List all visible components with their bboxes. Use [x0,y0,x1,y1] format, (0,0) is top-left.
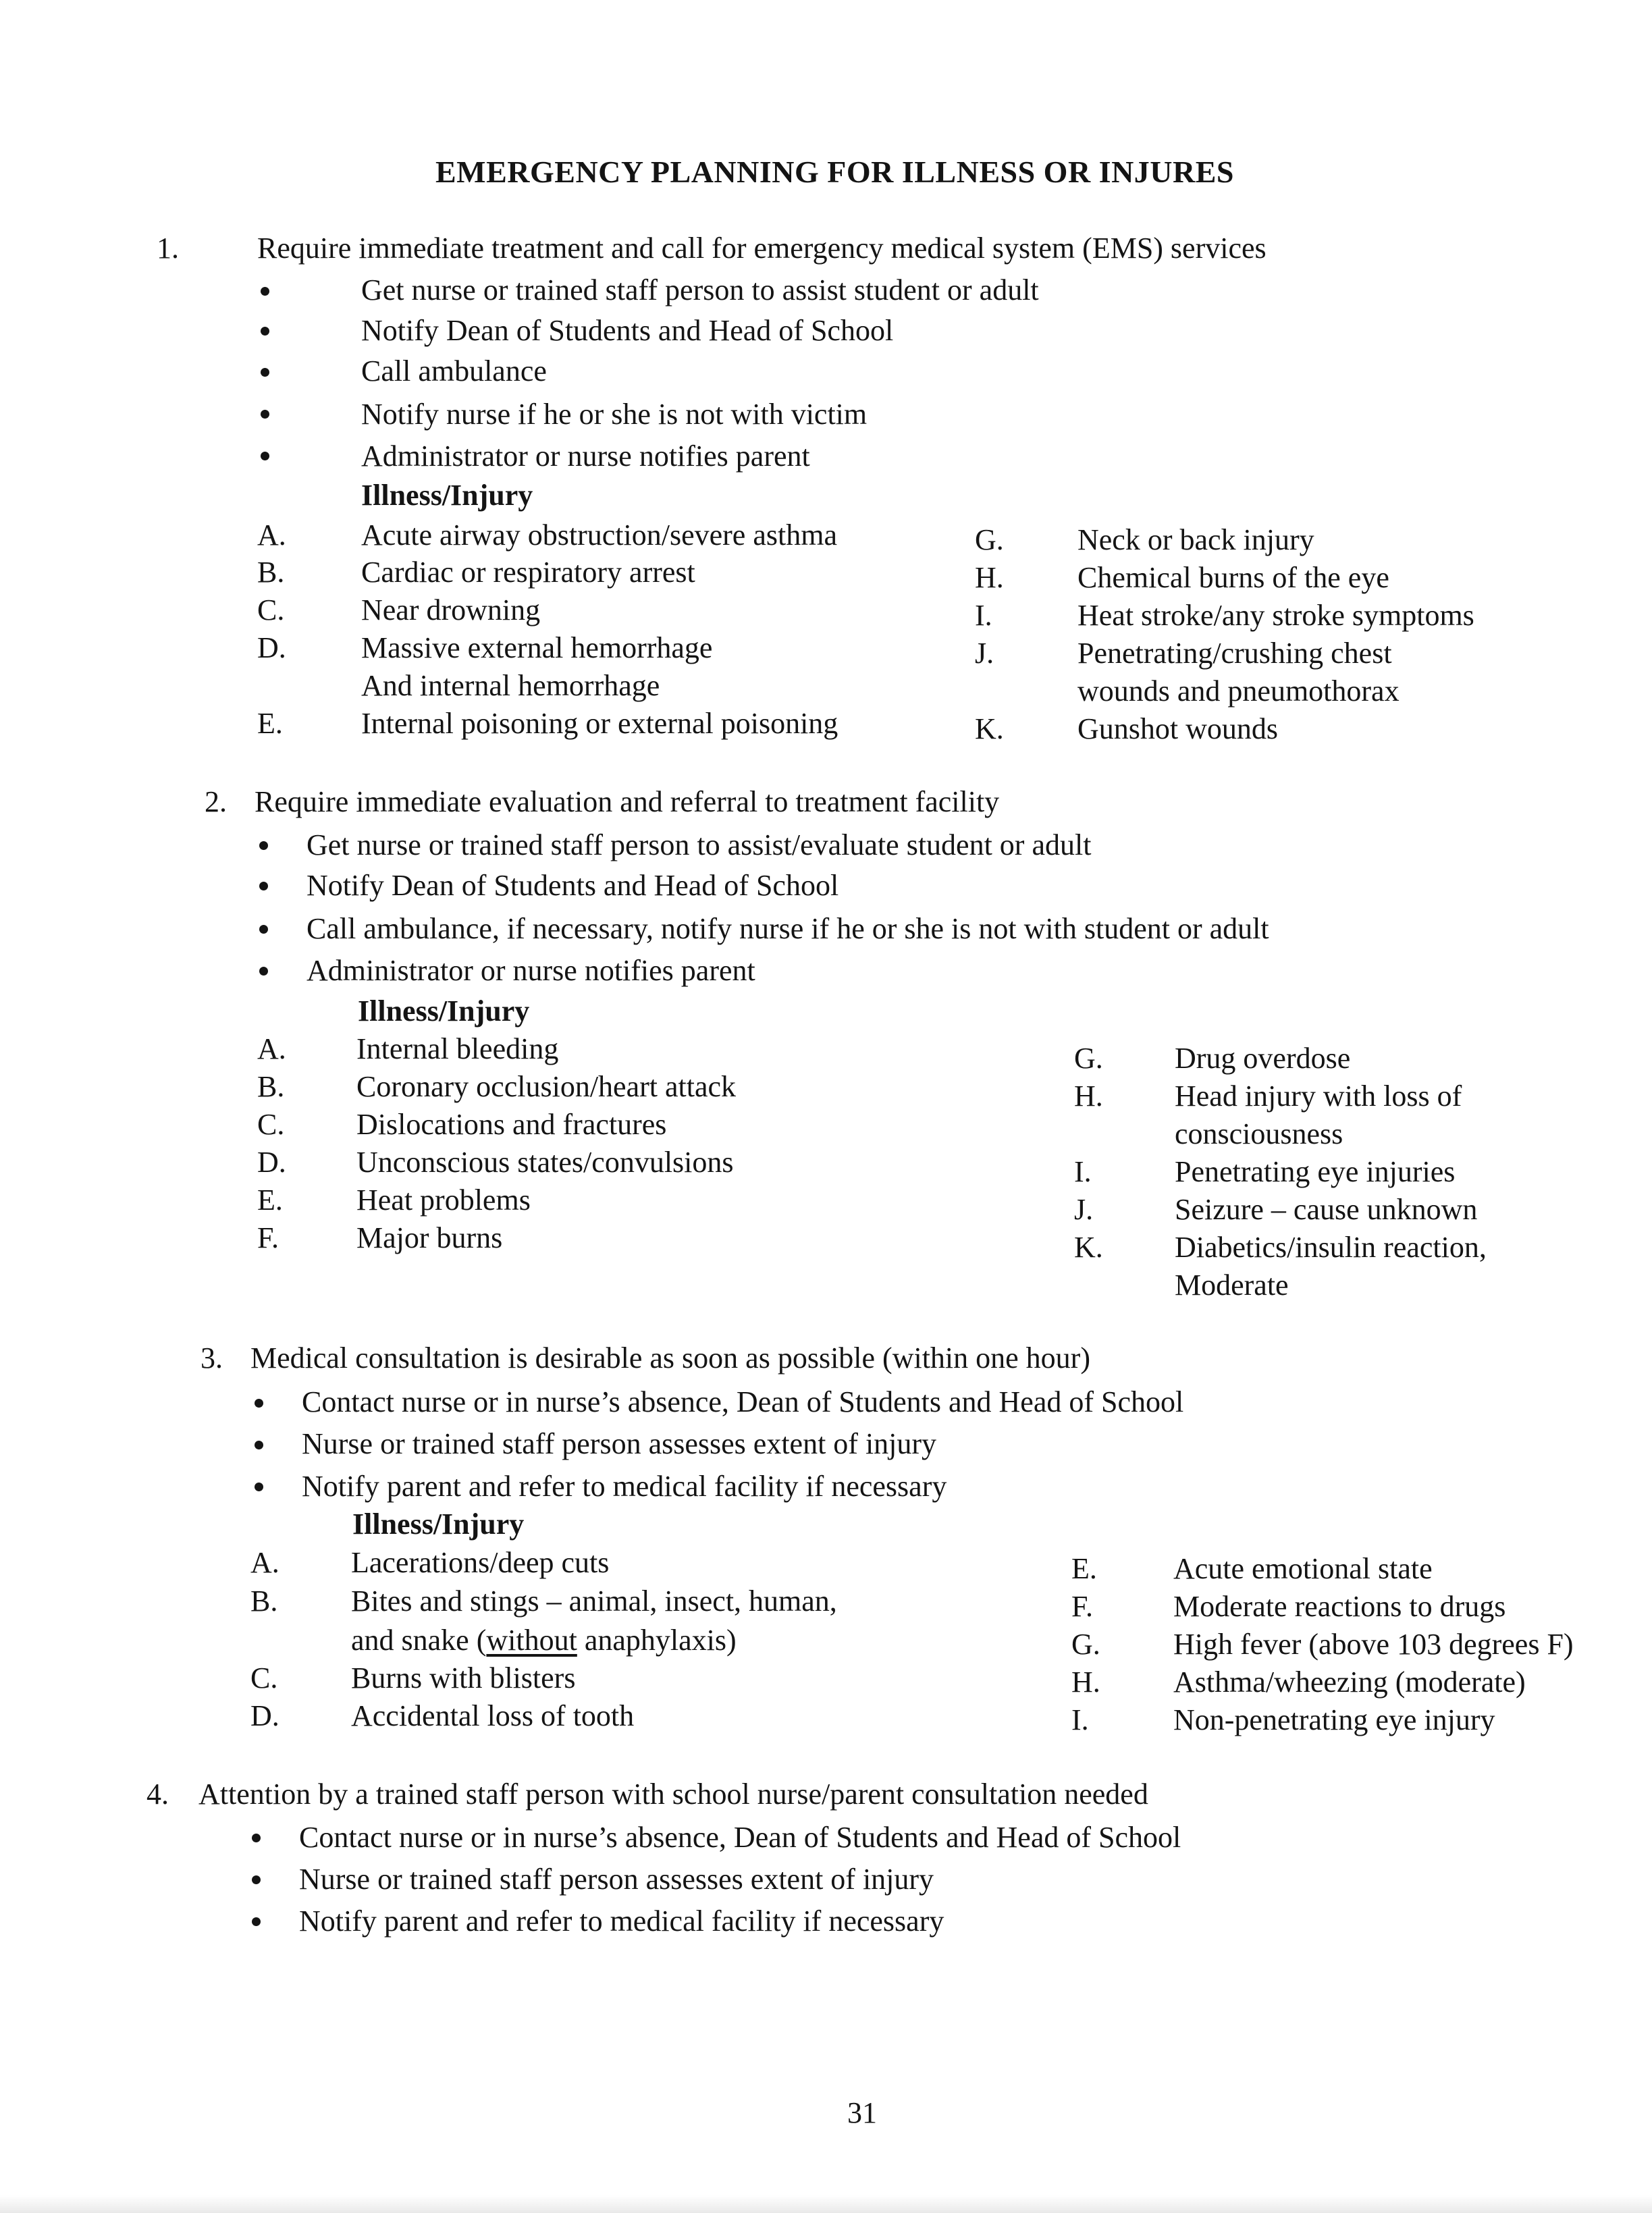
section-2-bullet: Administrator or nurse notifies parent [307,954,755,987]
list-item: Moderate reactions to drugs [1173,1590,1506,1623]
list-item: Heat stroke/any stroke symptoms [1077,599,1474,632]
section-3-heading: Medical consultation is desirable as soon as possible (within one hour) [250,1341,1090,1375]
list-item: Diabetics/insulin reaction, [1175,1231,1487,1264]
section-4-bullet: Notify parent and refer to medical facility if necessary [299,1904,944,1938]
section-2-illness-heading: Illness/Injury [358,994,530,1028]
list-letter: F. [257,1221,279,1254]
list-item: Gunshot wounds [1077,712,1279,745]
list-item: Chemical burns of the eye [1077,561,1389,594]
list-letter: A. [250,1546,279,1579]
continuation-text: anaphylaxis) [577,1624,737,1657]
list-letter: G. [1071,1628,1100,1661]
bullet-dot [252,1917,261,1926]
list-item: Drug overdose [1175,1042,1351,1075]
list-letter: D. [250,1699,279,1732]
bullet-dot [255,1399,263,1408]
list-item: Asthma/wheezing (moderate) [1173,1665,1526,1699]
section-1-number: 1. [157,232,179,265]
list-letter: I. [975,599,992,632]
list-letter: G. [975,523,1004,556]
list-item-continuation: Moderate [1175,1269,1289,1302]
bullet-dot [255,1483,263,1491]
scan-page-edge [0,2195,1652,2213]
list-item: Penetrating eye injuries [1175,1155,1456,1188]
list-letter: I. [1074,1155,1092,1188]
list-letter: E. [1071,1552,1097,1585]
section-3-bullet: Contact nurse or in nurse’s absence, Dean of Students and Head of School [302,1385,1184,1418]
section-1-heading: Require immediate treatment and call for emergency medical system (EMS) services [257,232,1267,265]
list-item: High fever (above 103 degrees F) [1173,1628,1574,1661]
section-1-illness-heading: Illness/Injury [361,479,533,512]
list-letter: K. [1074,1231,1103,1264]
list-item: Heat problems [356,1183,531,1217]
list-item: Acute airway obstruction/severe asthma [361,518,837,552]
list-item-continuation: And internal hemorrhage [361,669,660,702]
list-item-continuation [351,1626,737,1655]
page-number: 31 [847,2096,877,2129]
list-item: Dislocations and fractures [356,1108,667,1141]
list-letter: D. [257,631,286,664]
section-3-bullet: Nurse or trained staff person assesses extent of injury [302,1427,937,1460]
list-item: Coronary occlusion/heart attack [356,1070,737,1103]
list-item: Near drowning [361,593,541,626]
section-2-heading: Require immediate evaluation and referral to treatment facility [255,785,1000,818]
list-item-continuation: consciousness [1175,1117,1343,1150]
section-3-bullet: Notify parent and refer to medical facility if necessary [302,1470,947,1503]
list-item: Major burns [356,1221,503,1254]
list-letter: G. [1074,1042,1103,1075]
section-2-number: 2. [205,785,227,818]
section-1-bullet: Get nurse or trained staff person to assist student or adult [361,273,1039,306]
list-letter: C. [257,1108,285,1141]
list-letter: E. [257,1183,283,1217]
bullet-dot [259,841,268,850]
section-3-illness-heading: Illness/Injury [352,1508,525,1541]
list-letter: A. [257,518,286,552]
section-1-bullet: Notify Dean of Students and Head of School [361,314,894,347]
page-title: EMERGENCY PLANNING FOR ILLNESS OR INJURES [435,155,1235,189]
section-4-heading: Attention by a trained staff person with school nurse/parent consultation needed [198,1778,1148,1811]
list-item-continuation: wounds and pneumothorax [1077,674,1400,708]
list-item: Cardiac or respiratory arrest [361,556,695,589]
list-item: Non-penetrating eye injury [1173,1703,1495,1736]
list-item: Lacerations/deep cuts [351,1546,610,1579]
list-letter: H. [1071,1665,1100,1699]
list-letter: C. [250,1661,278,1695]
bullet-dot [261,287,269,296]
bullet-dot [261,368,269,377]
bullet-dot [255,1441,263,1449]
list-item: Unconscious states/convulsions [356,1146,734,1179]
list-item: Internal poisoning or external poisoning [361,707,838,740]
list-item: Seizure – cause unknown [1175,1193,1478,1226]
list-letter: I. [1071,1703,1089,1736]
list-letter: B. [250,1584,278,1618]
list-item: Acute emotional state [1173,1552,1433,1585]
section-4-bullet: Nurse or trained staff person assesses extent of injury [299,1863,934,1896]
list-item: Neck or back injury [1077,523,1314,556]
list-letter: B. [257,556,285,589]
list-item: Penetrating/crushing chest [1077,637,1392,670]
list-item: Head injury with loss of [1175,1079,1462,1113]
section-2-bullet: Call ambulance, if necessary, notify nurse if he or she is not with student or adult [307,912,1269,945]
bullet-dot [252,1875,261,1884]
list-item: Accidental loss of tooth [351,1699,635,1732]
section-1-bullet: Call ambulance [361,354,547,388]
underlined-word: without [486,1624,577,1657]
list-letter: J. [1074,1193,1094,1226]
list-letter: K. [975,712,1004,745]
bullet-dot [261,410,269,419]
list-letter: D. [257,1146,286,1179]
list-letter: H. [975,561,1004,594]
list-letter: H. [1074,1079,1103,1113]
bullet-dot [259,882,268,890]
section-4-number: 4. [146,1778,169,1811]
bullet-dot [252,1834,261,1842]
list-letter: F. [1071,1590,1093,1623]
section-4-bullet: Contact nurse or in nurse’s absence, Dean of Students and Head of School [299,1821,1181,1854]
list-item: Internal bleeding [356,1032,559,1065]
list-item: Burns with blisters [351,1661,576,1695]
list-letter: A. [257,1032,286,1065]
list-letter: J. [975,637,994,670]
list-item: Massive external hemorrhage [361,631,713,664]
bullet-dot [261,327,269,336]
bullet-dot [259,925,268,934]
list-letter: C. [257,593,285,626]
section-1-bullet: Administrator or nurse notifies parent [361,439,810,473]
list-letter: B. [257,1070,285,1103]
section-2-bullet: Get nurse or trained staff person to assist/evaluate student or adult [307,828,1092,861]
section-1-bullet: Notify nurse if he or she is not with victim [361,398,868,431]
list-item: Bites and stings – animal, insect, human, [351,1584,837,1618]
section-2-bullet: Notify Dean of Students and Head of School [307,869,839,902]
continuation-text: and snake ( [351,1624,487,1657]
bullet-dot [261,452,269,460]
bullet-dot [259,967,268,976]
section-3-number: 3. [201,1341,223,1375]
list-letter: E. [257,707,283,740]
